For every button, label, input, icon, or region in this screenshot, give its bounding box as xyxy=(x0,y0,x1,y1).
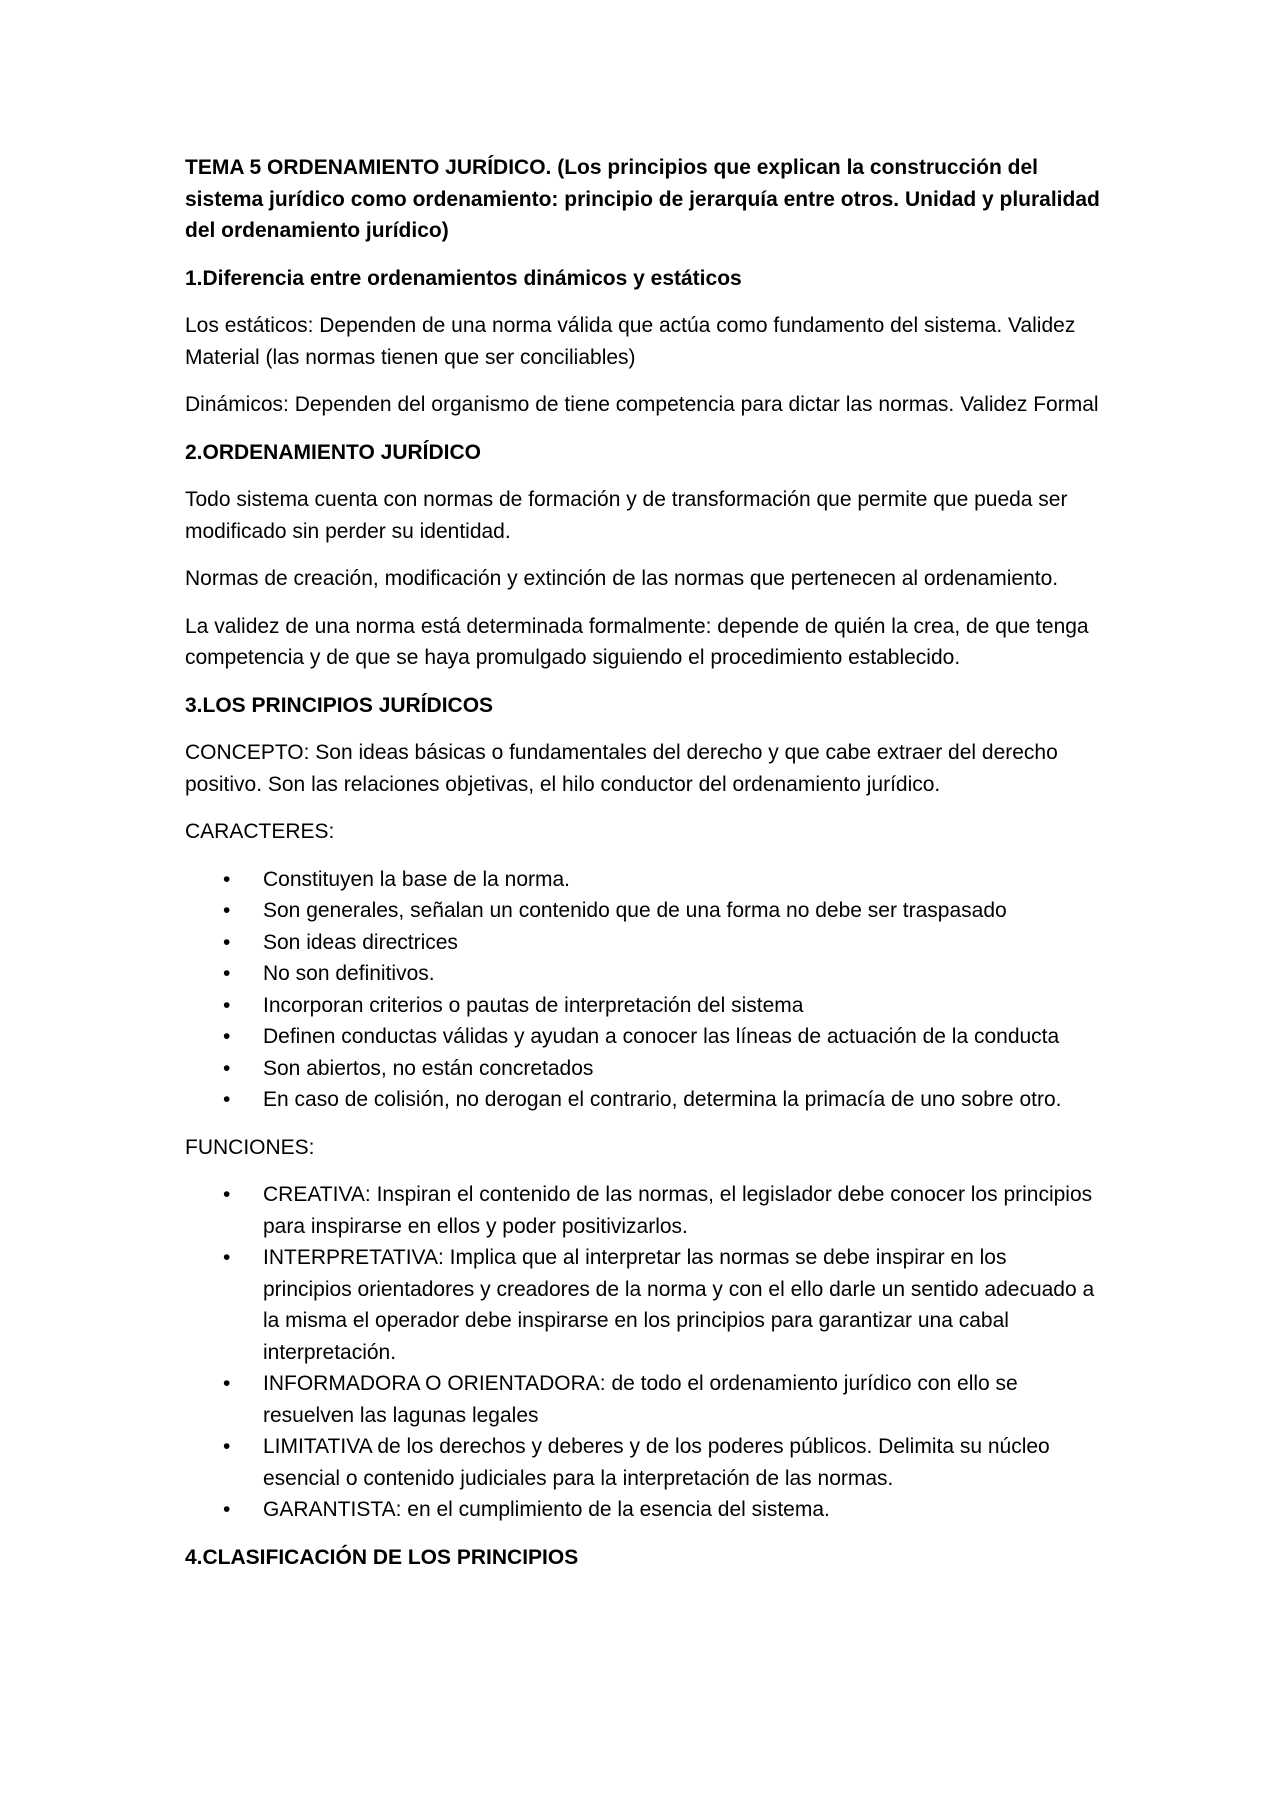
funciones-label: FUNCIONES: xyxy=(185,1135,315,1159)
bullet-icon: • xyxy=(223,993,231,1017)
list-item xyxy=(223,990,1100,1022)
section-4-heading: 4.CLASIFICACIÓN DE LOS PRINCIPIOS xyxy=(185,1545,579,1569)
list-item-text: Incorporan criterios o pautas de interpretación del sistema xyxy=(263,993,804,1017)
bullet-icon: • xyxy=(223,1056,231,1080)
list-item-text: Definen conductas válidas y ayudan a conocer las líneas de actuación de la conducta xyxy=(263,1025,1060,1048)
bullet-icon: • xyxy=(223,1088,231,1111)
section-2-paragraph-2: Normas de creación, modificación y extinción de las normas que pertenecen al ordenamiento. xyxy=(185,567,1059,590)
list-item xyxy=(223,895,1100,927)
section-2-paragraph-1: Todo sistema cuenta con normas de formación y de transformación que permite que pueda ser modificado sin perder su identidad. xyxy=(185,488,1068,543)
list-item xyxy=(223,1021,1100,1053)
list-item xyxy=(223,1242,1100,1368)
list-item xyxy=(223,1084,1100,1116)
bullet-icon: • xyxy=(223,1183,231,1206)
section-1-heading: 1.Diferencia entre ordenamientos dinámicos y estáticos xyxy=(185,266,742,290)
bullet-icon: • xyxy=(223,899,231,922)
list-item-text: No son definitivos. xyxy=(263,962,435,985)
list-item xyxy=(223,1431,1100,1494)
section-2-paragraph-3: La validez de una norma está determinada formalmente: depende de quién la crea, de que tenga competencia y de que se haya promulgado siguiendo el procedimiento establecido. xyxy=(185,614,1089,669)
section-2-heading: 2.ORDENAMIENTO JURÍDICO xyxy=(185,440,481,464)
list-item-text: Son abiertos, no están concretados xyxy=(263,1056,594,1080)
list-item-text: INTERPRETATIVA: Implica que al interpretar las normas se debe inspirar en los principios orientadores y creadores de la norma y con el ello darle un sentido adecuado a la misma el operador debe inspirarse en los principios para garantizar una cabal interpretación. xyxy=(263,1246,1095,1364)
concepto-paragraph: CONCEPTO: Son ideas básicas o fundamentales del derecho y que cabe extraer del derecho positivo. Son las relaciones objetivas, el hilo conductor del ordenamiento jurídico. xyxy=(185,741,1058,796)
list-item xyxy=(223,927,1100,959)
list-item-text: Constituyen la base de la norma. xyxy=(263,867,571,891)
bullet-icon: • xyxy=(223,1372,231,1395)
list-item xyxy=(223,1053,1100,1085)
bullet-icon: • xyxy=(223,962,231,985)
list-item-text: LIMITATIVA de los derechos y deberes y de los poderes públicos. Delimita su núcleo esencial o contenido judiciales para la interpretación de las normas. xyxy=(263,1435,1050,1490)
funciones-list xyxy=(185,1179,1100,1526)
list-item xyxy=(223,1179,1100,1242)
list-item-text: GARANTISTA: en el cumplimiento de la esencia del sistema. xyxy=(263,1498,830,1521)
list-item-text: CREATIVA: Inspiran el contenido de las normas, el legislador debe conocer los principios para inspirarse en ellos y poder positivizarlos. xyxy=(263,1183,1093,1238)
caracteres-label: CARACTERES: xyxy=(185,820,335,843)
list-item xyxy=(223,1368,1100,1431)
list-item xyxy=(223,958,1100,990)
section-3-heading: 3.LOS PRINCIPIOS JURÍDICOS xyxy=(185,693,494,717)
section-1-paragraph-dinamicos: Dinámicos: Dependen del organismo de tiene competencia para dictar las normas. Validez Formal xyxy=(185,393,1099,416)
caracteres-list xyxy=(185,864,1100,1116)
list-item xyxy=(223,1494,1100,1526)
section-1-paragraph-estaticos: Los estáticos: Dependen de una norma válida que actúa como fundamento del sistema. Validez Material (las normas tienen que ser conciliables) xyxy=(185,314,1076,369)
list-item xyxy=(223,864,1100,896)
list-item-text: INFORMADORA O ORIENTADORA: de todo el ordenamiento jurídico con ello se resuelven las lagunas legales xyxy=(263,1372,1018,1427)
list-item-text: En caso de colisión, no derogan el contrario, determina la primacía de uno sobre otro. xyxy=(263,1088,1062,1111)
list-item-text: Son generales, señalan un contenido que de una forma no debe ser traspasado xyxy=(263,899,1007,922)
bullet-icon: • xyxy=(223,867,231,891)
bullet-icon: • xyxy=(223,1435,231,1458)
bullet-icon: • xyxy=(223,930,231,954)
bullet-icon: • xyxy=(223,1025,231,1048)
list-item-text: Son ideas directrices xyxy=(263,930,458,954)
bullet-icon: • xyxy=(223,1246,231,1269)
bullet-icon: • xyxy=(223,1498,231,1521)
document-title: TEMA 5 ORDENAMIENTO JURÍDICO. (Los principios que explican la construcción del sistema jurídico como ordenamiento: principio de jerarquía entre otros. Unidad y pluralidad del ordenamiento jurídico) xyxy=(185,156,1100,242)
